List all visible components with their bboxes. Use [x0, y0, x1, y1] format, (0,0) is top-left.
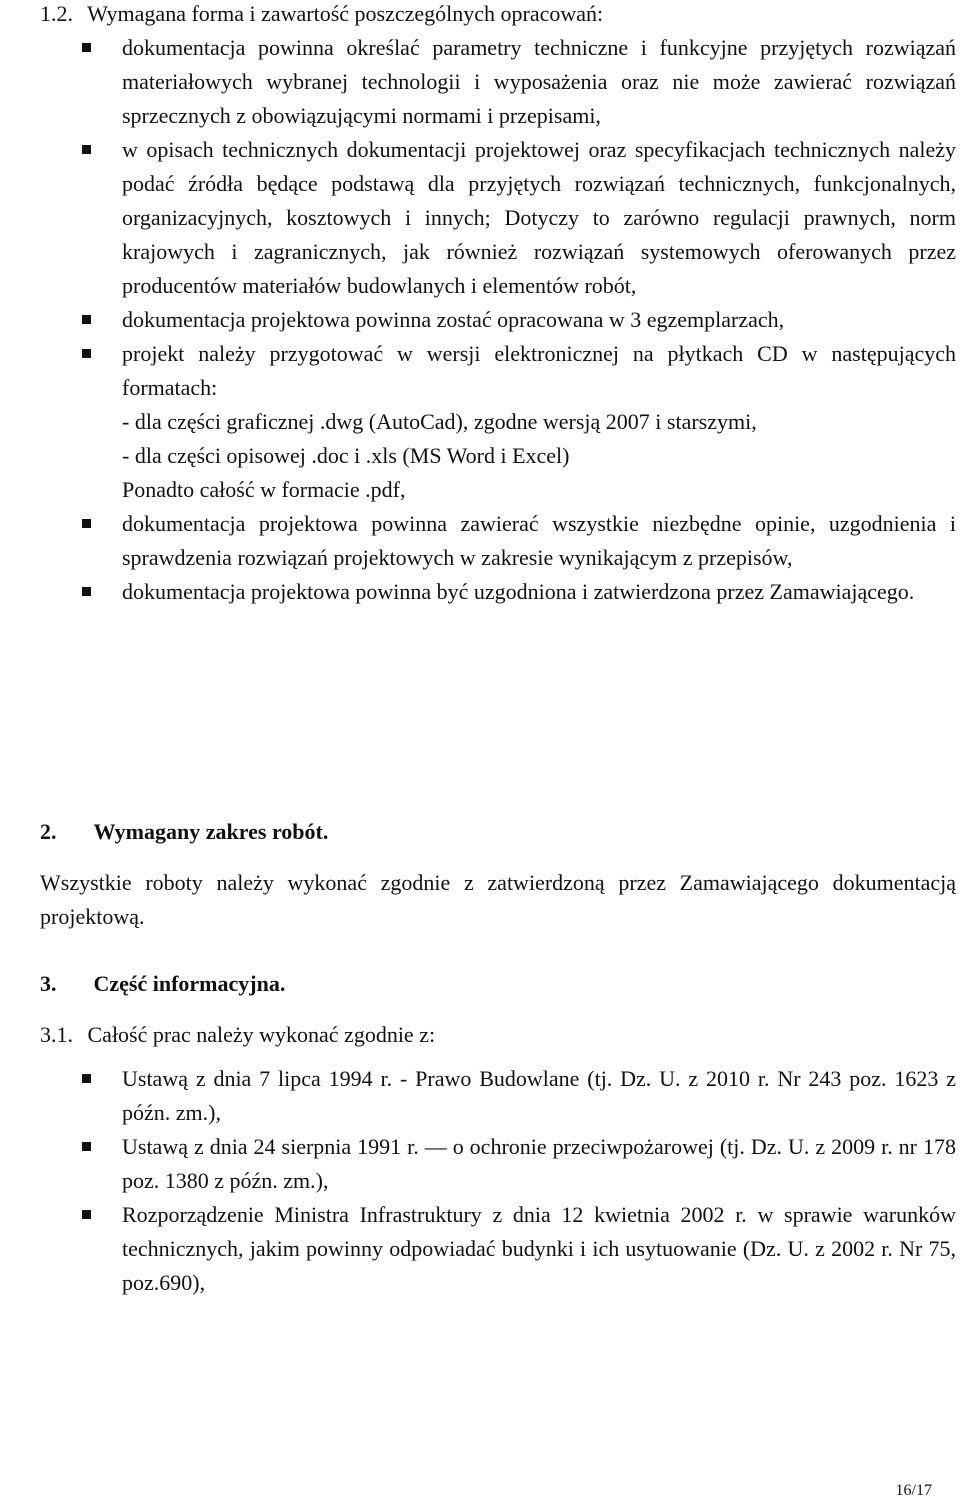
section-2-paragraph: Wszystkie roboty należy wykonać zgodnie z zatwierdzoną przez Zamawiającego dokumentacją projektową.: [40, 870, 956, 929]
square-bullet-icon: [82, 1142, 91, 1151]
section-title: Wymagana forma i zawartość poszczególnych opracowań:: [87, 1, 604, 26]
square-bullet-icon: [82, 43, 91, 52]
format-line-graphic: - dla części graficznej .dwg (AutoCad), zgodne wersją 2007 i starszymi,: [122, 409, 757, 434]
list-item: [82, 1062, 956, 1130]
square-bullet-icon: [82, 145, 91, 154]
section-number: 1.2.: [40, 1, 73, 26]
list-item-text: Ustawą z dnia 24 sierpnia 1991 r. — o ochronie przeciwpożarowej (tj. Dz. U. z 2009 r. nr 178 poz. 1380 z późn. zm.),: [122, 1134, 956, 1193]
square-bullet-icon: [82, 1210, 91, 1219]
square-bullet-icon: [82, 349, 91, 358]
list-item-text: w opisach technicznych dokumentacji projektowej oraz specyfikacjach technicznych należy podać źródła będące podstawą dla przyjętych rozwiązań technicznych, funkcjonalnych, organizacyjnych, kosztowych i innych; Dotyczy to zarówno regulacji prawnych, norm krajowych i zagranicznych, jak również rozwiązań systemowych oferowanych przez producentów materiałów budowlanych i elementów robót,: [122, 137, 956, 298]
section-3-1-bullet-list: [82, 1062, 956, 1300]
section-title: Wymagany zakres robót.: [93, 819, 329, 844]
list-item: [82, 31, 956, 133]
section-2-heading: [40, 815, 328, 849]
square-bullet-icon: [82, 315, 91, 324]
list-item-text: dokumentacja projektowa powinna być uzgodniona i zatwierdzona przez Zamawiającego.: [122, 579, 915, 604]
list-item-text: projekt należy przygotować w wersji elektronicznej na płytkach CD w następujących formatach:: [122, 341, 956, 400]
section-3-1-heading: [40, 1018, 435, 1052]
list-item: [82, 1130, 956, 1198]
square-bullet-icon: [82, 1074, 91, 1083]
list-item: [82, 303, 956, 337]
list-item: [82, 1198, 956, 1300]
list-item-text: Rozporządzenie Ministra Infrastruktury z dnia 12 kwietnia 2002 r. w sprawie warunków technicznych, jakim powinny odpowiadać budynki i ich usytuowanie (Dz. U. z 2002 r. Nr 75, poz.690),: [122, 1202, 956, 1295]
list-item-text: dokumentacja projektowa powinna zostać opracowana w 3 egzemplarzach,: [122, 307, 785, 332]
section-3-heading: [40, 967, 285, 1001]
section-1-2-bullet-list: [82, 31, 956, 609]
section-number: 3.: [40, 971, 57, 996]
section-title: Część informacyjna.: [93, 971, 286, 996]
section-number: 3.1.: [40, 1022, 73, 1047]
list-item-text: dokumentacja projektowa powinna zawierać wszystkie niezbędne opinie, uzgodnienia i sprawdzenia rozwiązań projektowych w zakresie wynikającym z przepisów,: [122, 511, 956, 570]
section-1-2-heading: [40, 0, 603, 31]
list-item-text: dokumentacja powinna określać parametry techniczne i funkcyjne przyjętych rozwiązań materiałowych wybranej technologii i wyposażenia oraz nie może zawierać rozwiązań sprzecznych z obowiązującymi normami i przepisami,: [122, 35, 956, 128]
section-number: 2.: [40, 819, 57, 844]
list-item: [82, 133, 956, 303]
page-number: 16/17: [895, 1482, 932, 1499]
square-bullet-icon: [82, 519, 91, 528]
square-bullet-icon: [82, 587, 91, 596]
format-line-text: - dla części opisowej .doc i .xls (MS Word i Excel): [122, 443, 570, 468]
list-item: [82, 575, 956, 609]
format-line-pdf: Ponadto całość w formacie .pdf,: [122, 477, 406, 502]
list-item-text: Ustawą z dnia 7 lipca 1994 r. - Prawo Budowlane (tj. Dz. U. z 2010 r. Nr 243 poz. 1623 z późn. zm.),: [122, 1066, 956, 1125]
list-item: [82, 337, 956, 507]
list-item: [82, 507, 956, 575]
section-title: Całość prac należy wykonać zgodnie z:: [87, 1022, 436, 1047]
